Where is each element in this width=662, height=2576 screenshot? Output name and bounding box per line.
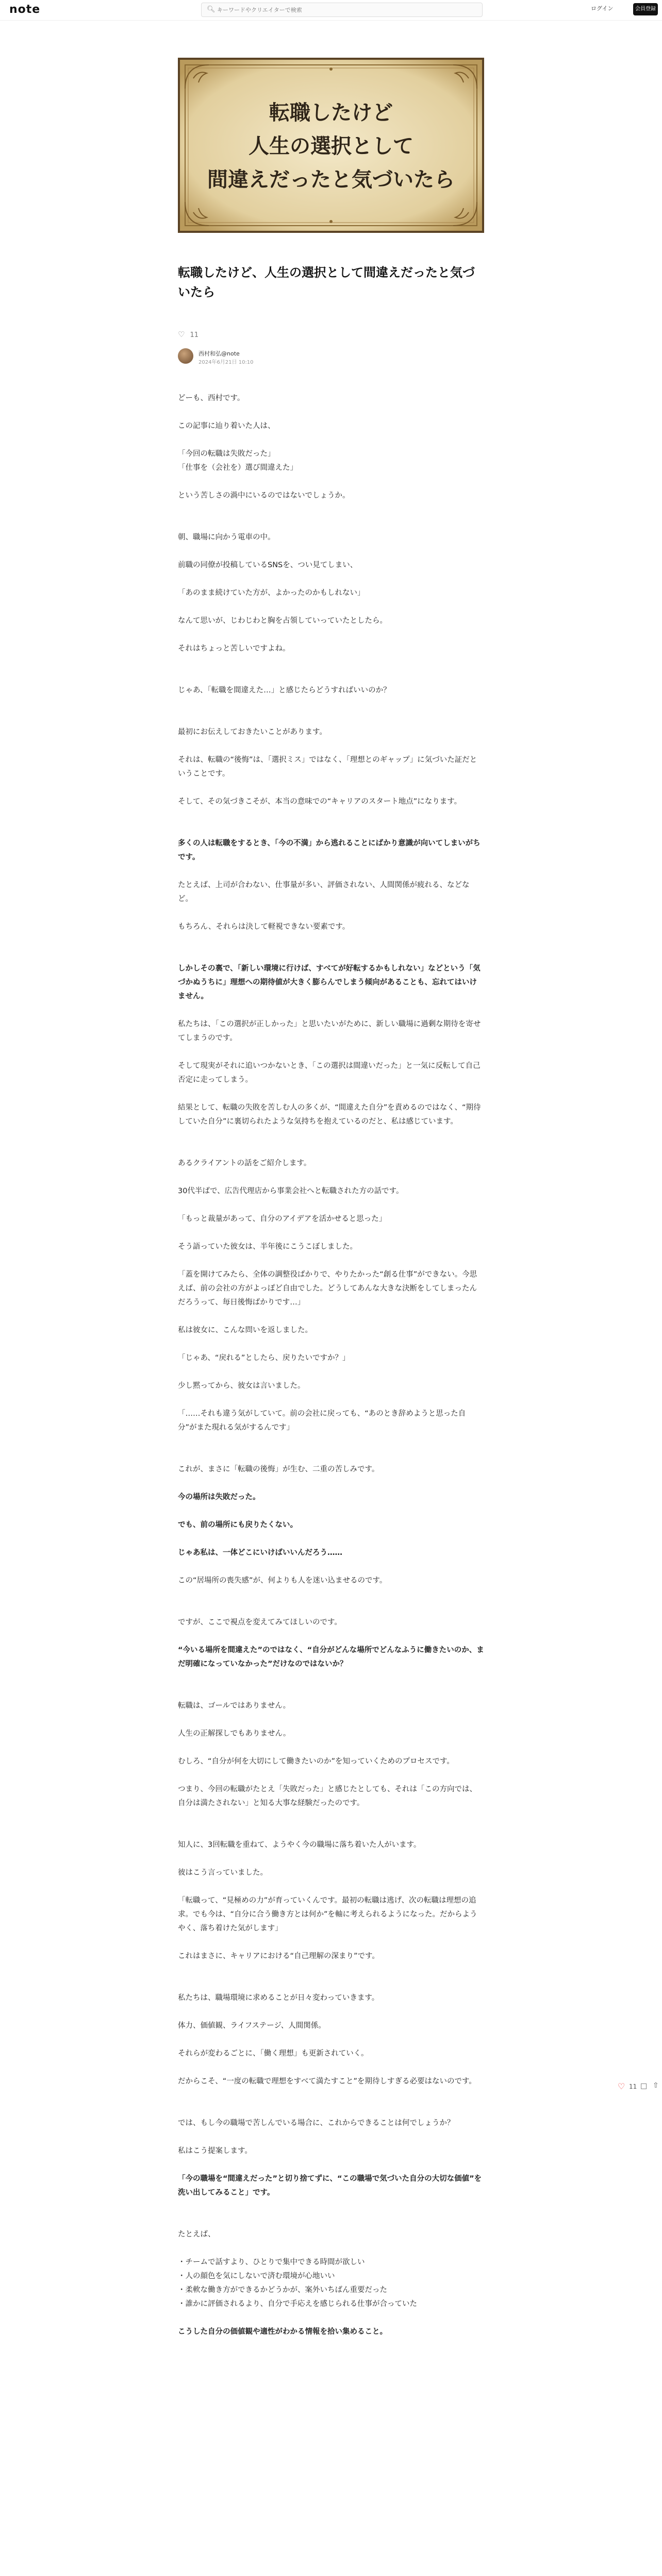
paragraph: 「転職って、“見極めの力”が育っていくんです。最初の転職は逃げ、次の転職は理想の追求。でも今は、“自分に合う働き方とは何か”を軸に考えられるようになった。だからようやく、落ち着けた気がします」 (178, 1896, 477, 1933)
paragraph: 「今回の転職は失敗だった」 「仕事を（会社を）選び間違えた」 (178, 450, 297, 472)
paragraph: じゃあ、「転職を間違えた…」と感じたらどうすればいいのか？ (178, 686, 391, 694)
paragraph: なんて思いが、じわじわと胸を占領していっていたとしたら。 (178, 617, 387, 625)
bullet-item: ・誰かに評価されるより、自分で手応えを感じられる仕事が合っていた (178, 2300, 417, 2308)
paragraph: そして現実がそれに追いつかないとき、「この選択は間違いだった」と一気に反転して自己否定に走ってしまう。 (178, 1062, 481, 1084)
paragraph: あるクライアントの話をご紹介します。 (178, 1159, 311, 1167)
paragraph: 「あのまま続けていた方が、よかったのかもしれない」 (178, 589, 365, 597)
bullet-item: ・チームで話すより、ひとりで集中できる時間が欲しい (178, 2258, 365, 2266)
paragraph: でも、前の場所にも戻りたくない。 (178, 1521, 297, 1529)
paragraph: 30代半ばで、広告代理店から事業会社へと転職された方の話です。 (178, 1187, 404, 1195)
paragraph: 少し黙ってから、彼女は言いました。 (178, 1382, 305, 1390)
paragraph: じゃあ私は、一体どこにいけばいいんだろう…… (178, 1549, 342, 1557)
floating-like-count: 11 (629, 2083, 637, 2090)
paragraph: 私は彼女に、こんな問いを返しました。 (178, 1326, 312, 1334)
paragraph: この“居場所の喪失感”が、何よりも人を迷い込ませるのです。 (178, 1577, 387, 1585)
paragraph: ですが、ここで視点を変えてみてほしいのです。 (178, 1618, 342, 1626)
paragraph: 彼はこう言っていました。 (178, 1869, 268, 1877)
comment-icon[interactable]: □ (640, 2082, 648, 2090)
search-box[interactable] (201, 3, 483, 17)
paragraph: 体力、価値観、ライフステージ、人間関係。 (178, 2022, 326, 2030)
paragraph: 「もっと裁量があって、自分のアイデアを活かせると思った」 (178, 1215, 387, 1223)
floating-action-bar (618, 2081, 662, 2094)
article-title: 転職したけど、人生の選択として間違えだったと気づいたら (178, 265, 475, 299)
paragraph: こうした自分の価値観や適性がわかる情報を拾い集めること。 (178, 2328, 387, 2336)
paragraph: 「蓋を開けてみたら、全体の調整役ばかりで、やりたかった“創る仕事”ができない。今思えば、前の会社の方がよっぽど自由でした。どうしてあんな大きな決断をしてしまったんだろうって、毎日後悔ばかりです…」 (178, 1270, 477, 1307)
paragraph: 今の場所は失敗だった。 (178, 1493, 260, 1501)
bullet-item: ・柔軟な働き方ができるかどうかが、案外いちばん重要だった (178, 2286, 387, 2294)
signup-button[interactable]: 会員登録 (633, 3, 658, 15)
site-header (0, 0, 662, 21)
paragraph: 「今の職場を“間違えだった”と切り捨てずに、“この職場で気づいた自分の大切な価値”を洗い出してみること」です。 (178, 2175, 482, 2197)
cover-line-3: 間違えだったと気づいたら (207, 168, 455, 192)
paragraph: たとえば、上司が合わない、仕事量が多い、評価されない、人間関係が疲れる、などなど。 (178, 881, 470, 903)
cover-line-2: 人生の選択として (249, 134, 413, 158)
paragraph: “今いる場所を間違えた”のではなく、“自分がどんな場所でどんなふうに働きたいのか、まだ明確になっていなかった”だけなのではないか？ (178, 1646, 484, 1668)
paragraph: 「……それも違う気がしていて。前の会社に戻っても、“あのとき辞めようと思った自分”がまた現れる気がするんです」 (178, 1410, 466, 1432)
heart-icon[interactable]: ♡ (178, 330, 185, 339)
article-body (178, 392, 484, 2353)
login-link[interactable]: ログイン (591, 5, 614, 12)
paragraph: たとえば、 (178, 2230, 216, 2239)
heart-icon[interactable]: ♡ (618, 2081, 625, 2091)
paragraph: 最初にお伝えしておきたいことがあります。 (178, 728, 327, 736)
paragraph: 知人に、3回転職を重ねて、ようやく今の職場に落ち着いた人がいます。 (178, 1841, 421, 1849)
paragraph: 結果として、転職の失敗を苦しむ人の多くが、“間違えた自分”を責めるのではなく、“期待していた自分”に裏切られたような気持ちを抱えているのだと、私は感じています。 (178, 1104, 481, 1126)
paragraph: つまり、今回の転職がたとえ「失敗だった」と感じたとしても、それは「この方向では、自分は満たされない」と知る大事な経験だったのです。 (178, 1785, 477, 1807)
search-icon: 🔍︎ (207, 6, 216, 13)
like-row[interactable] (178, 330, 198, 339)
paragraph: どーも、西村です。 (178, 394, 245, 402)
note-logo[interactable]: note (9, 3, 41, 16)
paragraph: 人生の正解探しでもありません。 (178, 1730, 291, 1738)
paragraph: しかしその裏で、「新しい環境に行けば、すべてが好転するかもしれない」などという「気づかぬうちに」理想への期待値が大きく膨らんでしまう傾向があることも、忘れてはいけません。 (178, 964, 481, 1001)
paragraph: 多くの人は転職をするとき、「今の不満」から逃れることにばかり意識が向いてしまいがちです。 (178, 839, 481, 861)
paragraph: それはちょっと苦しいですよね。 (178, 645, 290, 653)
paragraph: 転職は、ゴールではありません。 (178, 1702, 291, 1710)
like-count: 11 (190, 331, 198, 339)
avatar[interactable] (178, 348, 193, 364)
publish-date: 2024年6月21日 10:10 (198, 360, 254, 365)
paragraph: これが、まさに「転職の後悔」が生む、二重の苦しみです。 (178, 1465, 379, 1473)
paragraph: 私はこう提案します。 (178, 2147, 252, 2155)
paragraph: では、もし今の職場で苦しんでいる場合に、これからできることは何でしょうか？ (178, 2119, 455, 2127)
paragraph: この記事に辿り着いた人は、 (178, 422, 275, 430)
paragraph: もちろん、それらは決して軽視できない要素です。 (178, 923, 350, 931)
paragraph: それらが変わるごとに、「働く理想」も更新されていく。 (178, 2049, 369, 2058)
author-name[interactable]: 西村和弘@note (198, 350, 240, 357)
paragraph: という苦しさの渦中にいるのではないでしょうか。 (178, 492, 350, 500)
paragraph: 「じゃあ、“戻れる”としたら、戻りたいですか？」 (178, 1354, 350, 1362)
paragraph: 前職の同僚が投稿しているSNSを、つい見てしまい、 (178, 561, 358, 569)
paragraph: 私たちは、「この選択が正しかった」と思いたいがために、新しい職場に過剰な期待を寄せてしまうのです。 (178, 1020, 481, 1042)
paragraph: これはまさに、キャリアにおける“自己理解の深まり”です。 (178, 1952, 379, 1960)
paragraph: そして、その気づきこそが、本当の意味での“キャリアのスタート地点”になります。 (178, 798, 462, 806)
bullet-list (178, 2256, 484, 2311)
bullet-item: ・人の顔色を気にしないで済む環境が心地いい (178, 2272, 335, 2280)
cover-line-1: 転職したけど (269, 101, 393, 125)
paragraph: むしろ、“自分が何を大切にして働きたいのか”を知っていくためのプロセスです。 (178, 1757, 454, 1766)
paragraph: 朝、職場に向かう電車の中。 (178, 533, 275, 541)
paragraph: そう語っていた彼女は、半年後にこうこぼしました。 (178, 1243, 357, 1251)
cover-image (178, 58, 484, 233)
paragraph: だからこそ、“一度の転職で理想をすべて満たすこと”を期待しすぎる必要はないのです。 (178, 2077, 476, 2086)
search-input[interactable] (217, 5, 475, 14)
paragraph: 私たちは、職場環境に求めることが日々変わっていきます。 (178, 1994, 379, 2002)
paragraph: それは、転職の“後悔”は、「選択ミス」ではなく、「理想とのギャップ」に気づいた証だということです。 (178, 756, 477, 778)
share-icon[interactable]: ⇧ (653, 2081, 659, 2090)
